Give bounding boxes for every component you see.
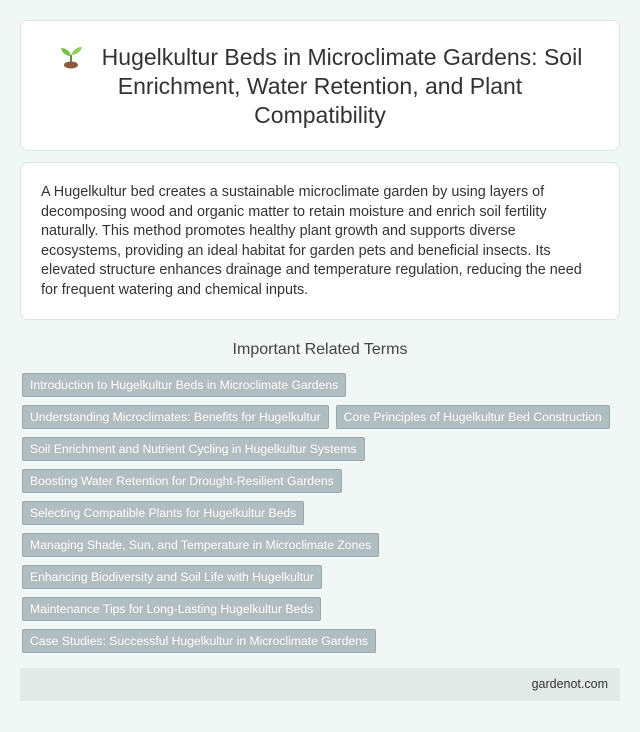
related-term-tag[interactable]: Introduction to Hugelkultur Beds in Microclimate Gardens [22,373,346,397]
related-terms-row [22,469,622,501]
page-title-text: Hugelkultur Beds in Microclimate Gardens: Soil Enrichment, Water Retention, and Plant Compatibility [101,44,583,128]
related-term-tag[interactable]: Boosting Water Retention for Drought-Resilient Gardens [22,469,342,493]
related-term-tag[interactable]: Case Studies: Successful Hugelkultur in Microclimate Gardens [22,629,376,653]
related-term-tag[interactable]: Maintenance Tips for Long-Lasting Hugelkultur Beds [22,597,321,621]
related-terms-row [22,501,622,533]
description-text: A Hugelkultur bed creates a sustainable microclimate garden by using layers of decomposing wood and organic matter to retain moisture and enrich soil fertility naturally. This method promotes healthy plant growth and supports diverse ecosystems, providing an ideal habitat for garden pets and beneficial insects. Its elevated structure enhances drainage and temperature regulation, reducing the need for frequent watering and chemical inputs. [41,184,582,298]
footer [20,668,620,701]
description-card [20,162,620,320]
related-terms-heading: Important Related Terms [232,341,408,358]
page-title [41,43,599,130]
related-terms-list [22,373,622,661]
related-terms-row [22,597,622,629]
related-terms-row [22,533,622,565]
related-terms-row [22,405,622,437]
footer-site-link[interactable]: gardenot.com [531,677,608,691]
sprout-icon [58,43,84,69]
title-card [20,20,620,151]
related-term-tag[interactable]: Enhancing Biodiversity and Soil Life with Hugelkultur [22,565,322,589]
related-terms-row [22,629,622,661]
related-term-tag[interactable]: Understanding Microclimates: Benefits for Hugelkultur [22,405,329,429]
related-term-tag[interactable]: Selecting Compatible Plants for Hugelkultur Beds [22,501,304,525]
related-term-tag[interactable]: Core Principles of Hugelkultur Bed Construction [336,405,610,429]
related-term-tag[interactable]: Managing Shade, Sun, and Temperature in Microclimate Zones [22,533,379,557]
related-term-tag[interactable]: Soil Enrichment and Nutrient Cycling in Hugelkultur Systems [22,437,365,461]
related-terms-row [22,565,622,597]
related-terms-row [22,437,622,469]
related-terms-row [22,373,622,405]
